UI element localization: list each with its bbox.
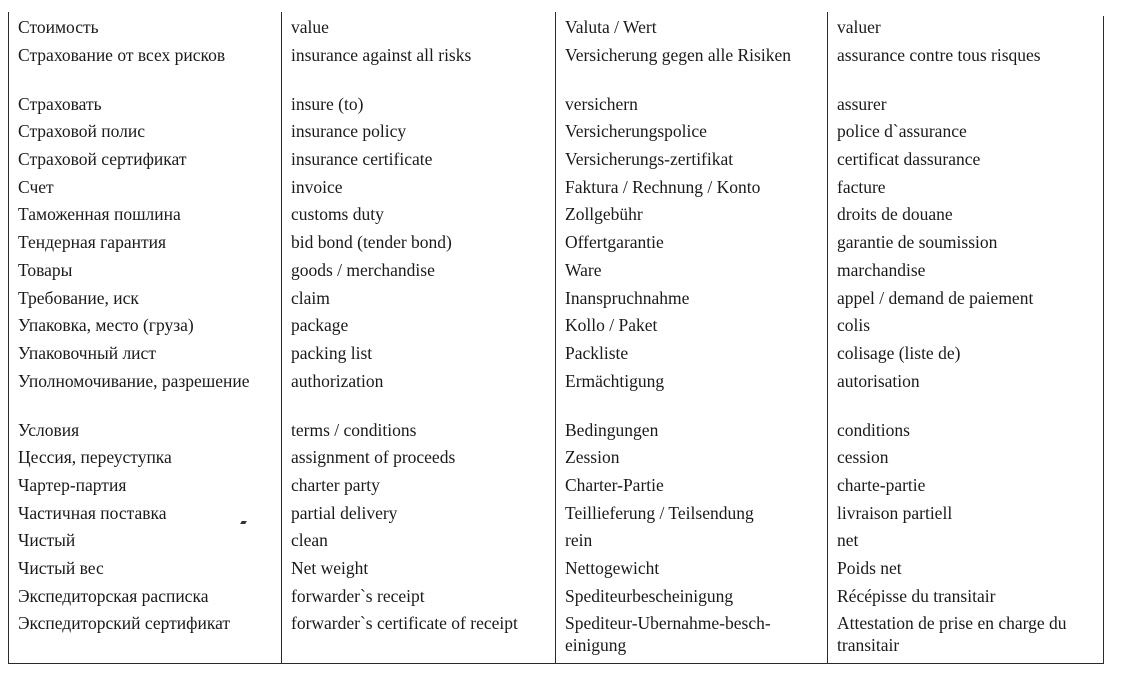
term-english: Net weight — [291, 558, 369, 578]
term-french: certificat dassurance — [837, 149, 981, 170]
term-french: Attestation de prise en charge du transitair — [837, 613, 1067, 656]
term-french: valuer — [837, 17, 881, 37]
term-french: livraison partiell — [837, 502, 953, 523]
term-english: value — [291, 17, 329, 37]
term-english: insurance policy — [291, 121, 407, 142]
table-border-bottom — [8, 663, 1104, 664]
term-english: customs duty — [291, 204, 384, 225]
glossary-body — [8, 16, 1104, 661]
term-english: clean — [291, 530, 328, 551]
term-german: Versicherungspolice — [565, 121, 707, 142]
term-russian: Экспедиторский сертификат — [18, 613, 231, 634]
term-german: rein — [565, 530, 593, 551]
term-english: assignment of proceeds — [291, 447, 456, 468]
term-russian: Чартер-партия — [18, 474, 127, 495]
term-german: Faktura / Rechnung / Konto — [565, 176, 761, 197]
term-russian: Чистый — [18, 530, 76, 551]
term-russian: Упаковка, место (груза) — [18, 315, 194, 336]
term-russian: Страховать — [18, 93, 102, 114]
term-english: packing list — [291, 342, 373, 363]
table-row — [8, 342, 1104, 370]
table-row — [8, 16, 1104, 44]
term-french: facture — [837, 176, 886, 197]
glossary-table — [8, 16, 1104, 661]
term-german: Teillieferung / Teilsendung — [565, 502, 754, 523]
term-french: police d`assurance — [837, 121, 967, 142]
term-french: Récépisse du transitair — [837, 585, 996, 606]
term-german: Offertgarantie — [565, 232, 664, 253]
term-russian: Счет — [18, 176, 54, 197]
table-row — [8, 259, 1104, 287]
term-french: garantie de soumission — [837, 232, 998, 253]
table-row — [8, 529, 1104, 557]
table-row — [8, 502, 1104, 530]
term-russian: Цессия, переуступка — [18, 447, 172, 468]
term-russian: Уполномочивание, разрешение — [18, 370, 250, 391]
term-french: colis — [837, 315, 871, 336]
term-russian: Таможенная пошлина — [18, 204, 181, 225]
table-row — [8, 370, 1104, 419]
term-english: forwarder`s certificate of receipt — [291, 613, 518, 634]
term-english: package — [291, 315, 349, 336]
term-english: charter party — [291, 474, 380, 495]
term-french: cession — [837, 447, 889, 468]
term-russian: Тендерная гарантия — [18, 232, 167, 253]
term-german: versichern — [565, 93, 638, 114]
term-german: Versicherung gegen alle Risiken — [565, 44, 791, 65]
term-german: Nettogewicht — [565, 558, 660, 578]
table-row — [8, 176, 1104, 204]
term-french: autorisation — [837, 370, 920, 391]
term-russian: Товары — [18, 259, 73, 280]
term-russian: Чистый вес — [18, 558, 104, 578]
table-row — [8, 93, 1104, 121]
term-russian: Стоимость — [18, 17, 99, 37]
table-row — [8, 474, 1104, 502]
term-german: Inanspruchnahme — [565, 287, 690, 308]
table-row — [8, 231, 1104, 259]
term-english: bid bond (tender bond) — [291, 232, 452, 253]
term-french: Poids net — [837, 558, 902, 578]
term-german: Valuta / Wert — [565, 17, 657, 37]
term-german: Zession — [565, 447, 620, 468]
table-row — [8, 314, 1104, 342]
term-french: assurer — [837, 93, 887, 114]
term-french: droits de douane — [837, 204, 953, 225]
term-english: claim — [291, 287, 330, 308]
term-russian: Условия — [18, 419, 80, 440]
term-russian: Страховой полис — [18, 121, 146, 142]
term-german: Ermächtigung — [565, 370, 665, 391]
term-english: terms / conditions — [291, 419, 417, 440]
term-english: insurance against all risks — [291, 44, 472, 65]
term-russian: Страхование от всех рисков — [18, 44, 226, 65]
table-row — [8, 446, 1104, 474]
table-row — [8, 612, 1104, 661]
term-french: colisage (liste de) — [837, 342, 961, 363]
table-row — [8, 44, 1104, 93]
table-row — [8, 287, 1104, 315]
table-row — [8, 120, 1104, 148]
table-row — [8, 557, 1104, 585]
term-german: Ware — [565, 259, 602, 280]
term-english: goods / merchandise — [291, 259, 435, 280]
term-russian: Страховой сертификат — [18, 149, 187, 170]
term-english: authorization — [291, 370, 384, 391]
table-row — [8, 585, 1104, 613]
term-russian: Требование, иск — [18, 287, 139, 308]
term-russian: Частичная поставка — [18, 502, 167, 523]
term-german: Kollo / Paket — [565, 315, 658, 336]
table-row — [8, 148, 1104, 176]
term-german: Spediteur-Ubernahme-besch-einigung — [565, 613, 771, 656]
table-row — [8, 419, 1104, 447]
term-french: assurance contre tous risques — [837, 44, 1041, 65]
term-french: conditions — [837, 419, 910, 440]
term-french: appel / demand de paiement — [837, 287, 1034, 308]
term-german: Bedingungen — [565, 419, 659, 440]
term-french: marchandise — [837, 259, 926, 280]
term-german: Spediteurbescheinigung — [565, 585, 734, 606]
term-english: partial delivery — [291, 502, 398, 523]
term-german: Zollgebühr — [565, 204, 643, 225]
term-german: Charter-Partie — [565, 474, 664, 495]
term-german: Versicherungs-zertifikat — [565, 149, 734, 170]
table-row — [8, 203, 1104, 231]
term-french: charte-partie — [837, 474, 926, 495]
term-russian: Упаковочный лист — [18, 342, 156, 363]
term-english: forwarder`s receipt — [291, 585, 425, 606]
term-german: Packliste — [565, 342, 629, 363]
term-english: insurance certificate — [291, 149, 433, 170]
term-french: net — [837, 530, 859, 551]
term-english: invoice — [291, 176, 343, 197]
term-russian: Экспедиторская расписка — [18, 585, 209, 606]
term-english: insure (to) — [291, 93, 364, 114]
